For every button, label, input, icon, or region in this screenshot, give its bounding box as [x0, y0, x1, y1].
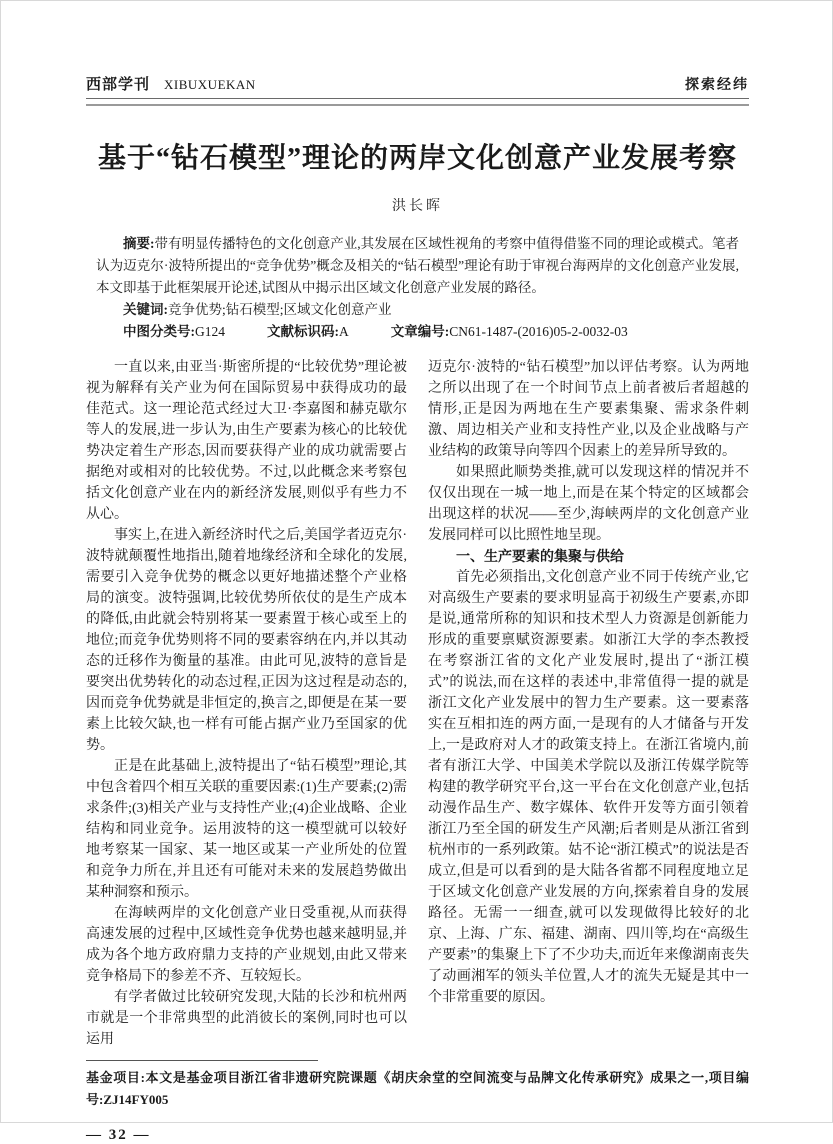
abstract-text: 带有明显传播特色的文化创意产业,其发展在区域性视角的考察中值得借鉴不同的理论或模式。笔者认为迈克尔·波特所提出的“竞争优势”概念及相关的“钻石模型”理论有助于审视台海两岸的文化创意产业发展,本文即基于此框架展开论述,试图从中揭示出区域文化创意产业发展的路径。: [96, 235, 740, 295]
body-paragraph: 迈克尔·波特的“钻石模型”加以评估考察。认为两地之所以出现了在一个时间节点上前者被后者超越的情形,正是因为两地在生产要素集聚、需求条件刺激、周边相关产业和支持性产业,以及企业战略与产业结构的政策导向等四个因素上的差异所导致的。: [428, 359, 749, 459]
article-id-value: CN61-1487-(2016)05-2-0032-03: [449, 323, 628, 339]
left-column: [86, 357, 407, 1050]
funding-text: 本文是基金项目浙江省非遗研究院课题《胡庆余堂的空间流变与品牌文化传承研究》成果之一,项目编号:ZJ14FY005: [86, 1069, 749, 1107]
keywords-text: 竞争优势;钻石模型;区域文化创意产业: [168, 301, 392, 317]
journal-name: [86, 73, 256, 94]
keywords: [96, 299, 739, 321]
body-paragraph: 有学者做过比较研究发现,大陆的长沙和杭州两市就是一个非常典型的此消彼长的案例,同时也可以运用: [86, 989, 407, 1047]
footnote-divider: [86, 1060, 318, 1061]
page-content: [86, 1, 749, 1144]
doc-code-value: A: [339, 323, 349, 339]
journal-header: [86, 1, 749, 94]
body-paragraph: 一直以来,由亚当·斯密所提的“比较优势”理论被视为解释有关产业为何在国际贸易中获得成功的最佳范式。这一理论范式经过大卫·李嘉图和赫克歇尔等人的发展,进一步认为,由生产要素为核心的比较优势决定着生产形态,因而要获得产业的成功就需要占据绝对或相对的比较优势。不过,以此概念来考察包括文化创意产业在内的新经济发展,则似乎有些力不从心。: [86, 359, 407, 522]
section-heading: 一、生产要素的集聚与供给: [456, 547, 624, 564]
doc-code-label: 文献标识码:: [267, 323, 339, 339]
journal-name-pinyin: XIBUXUEKAN: [164, 77, 256, 92]
section-name: 探索经纬: [685, 78, 749, 93]
abstract: [96, 233, 739, 299]
page-number: — 32 —: [86, 1126, 151, 1143]
article-body: [86, 357, 749, 1050]
journal-name-chinese: 西部学刊: [86, 77, 151, 93]
body-paragraph: 首先必须指出,文化创意产业不同于传统产业,它对高级生产要素的要求明显高于初级生产要素,亦即是说,通常所称的知识和技术型人力资源是创新能力形成的重要禀赋资源要素。如浙江大学的李杰教授在考察浙江省的文化产业发展时,提出了“浙江模式”的说法,而在这样的表述中,非常值得一提的就是浙江文化产业发展中的智力生产要素。这一要素落实在互相扣连的两方面,一是现有的人才储备与开发上,一是政府对人才的政策支持上。在浙江省境内,前者有浙江大学、中国美术学院以及浙江传媒学院等构建的教学研究平台,这一平台在文化创意产业,包括动漫作品生产、数字媒体、软件开发等方面引领着浙江乃至全国的研发生产风潮;后者则是从浙江省到杭州市的一系列政策。姑不论“浙江模式”的说法是否成立,但是可以看到的是大陆各省都不同程度地立足于区域文化创意产业发展的方向,探索着自身的发展路径。无需一一细查,就可以发现做得比较好的北京、上海、广东、福建、湖南、四川等,均在“高级生产要素”的集聚上下了不少功夫,而近年来像湖南丧失了动画湘军的领头羊位置,人才的流失无疑是其中一个非常重要的原因。: [428, 569, 749, 1005]
classification-line: [96, 321, 739, 343]
article-id-label: 文章编号:: [390, 323, 450, 339]
right-column: [428, 357, 749, 1050]
article-author: 洪长晖: [392, 198, 443, 214]
funding-label: 基金项目:: [86, 1069, 145, 1085]
body-paragraph: 如果照此顺势类推,就可以发现这样的情况并不仅仅出现在一城一地上,而是在某个特定的区域都会出现这样的状况——至少,海峡两岸的文化创意产业发展同样可以比照性地呈现。: [428, 464, 749, 543]
header-divider: [86, 98, 749, 106]
clc-value: G124: [195, 323, 225, 339]
keywords-label: 关键词:: [123, 301, 168, 317]
clc-label: 中图分类号:: [123, 323, 195, 339]
abstract-label: 摘要:: [123, 235, 155, 251]
article-meta: [96, 233, 739, 343]
body-paragraph: 事实上,在进入新经济时代之后,美国学者迈克尔·波特就颠覆性地指出,随着地缘经济和全球化的发展,需要引入竞争优势的概念以更好地描述整个产业格局的演变。波特强调,比较优势所依仗的是生产成本的降低,由此就会特别将某一要素置于核心或至上的地位;而竞争优势则将不同的要素容纳在内,并以其动态的迁移作为衡量的基准。由此可见,波特的意旨是要突出优势转化的动态过程,正因为这过程是动态的,因而竞争优势就是非恒定的,换言之,即便是在某一要素上比较欠缺,也一样有可能占据产业乃至国家的优势。: [86, 527, 407, 753]
body-paragraph: 正是在此基础上,波特提出了“钻石模型”理论,其中包含着四个相互关联的重要因素:(1)生产要素;(2)需求条件;(3)相关产业与支持性产业;(4)企业战略、企业结构和同业竞争。运用波特的这一模型就可以较好地考察某一国家、某一地区或某一产业所处的位置和竞争力所在,并且还有可能对未来的发展趋势做出某种洞察和预示。: [86, 758, 407, 900]
funding-footnote: [86, 1067, 749, 1111]
article-title: 基于“钻石模型”理论的两岸文化创意产业发展考察: [97, 143, 737, 174]
body-paragraph: 在海峡两岸的文化创意产业日受重视,从而获得高速发展的过程中,区域性竞争优势也越来越明显,并成为各个地方政府鼎力支持的产业规划,由此又带来竞争格局下的参差不齐、互较短长。: [86, 905, 407, 984]
